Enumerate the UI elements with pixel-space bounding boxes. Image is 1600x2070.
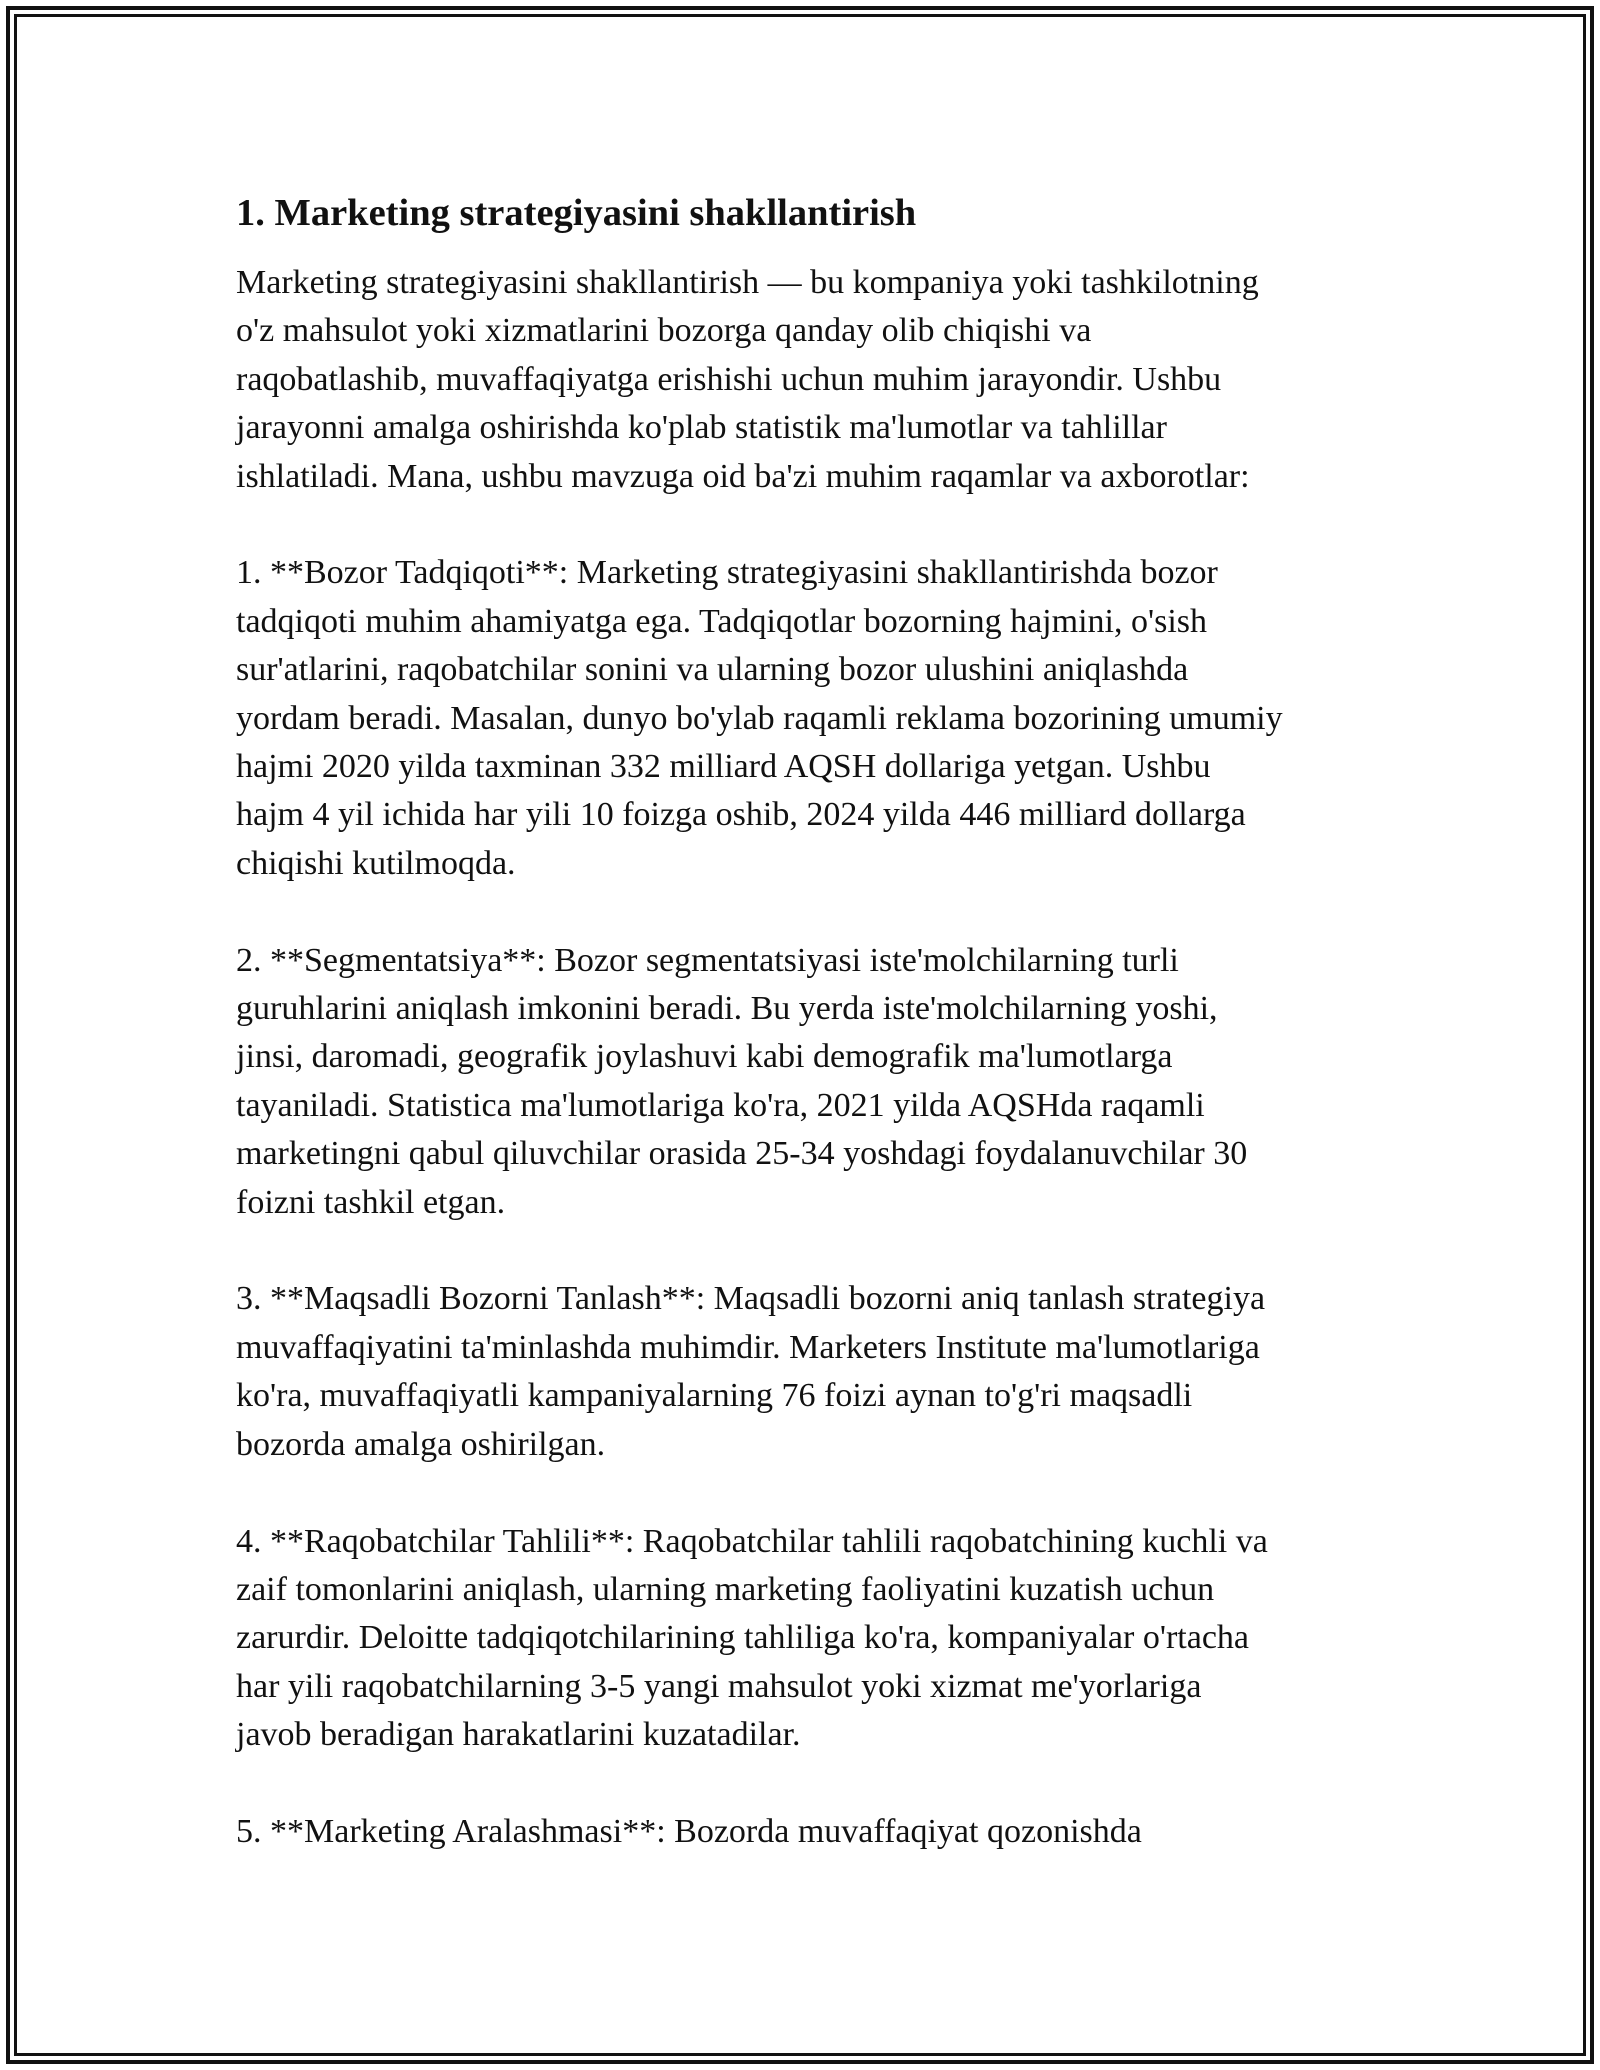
paragraph-spacer — [236, 1227, 1376, 1275]
paragraph-spacer — [236, 1469, 1376, 1517]
list-item-maqsadli-bozor: 3. **Maqsadli Bozorni Tanlash**: Maqsadli bozorni aniq tanlash strategiya muvaffaqiyatini ta'minlashda muhimdir. Marketers Institute ma'lumotlariga ko'ra, muvaffaqiyatli kampaniyalarning 76 foizi aynan to'g'ri maqsadli bozorda amalga oshirilgan. — [236, 1280, 1266, 1463]
document-body — [236, 185, 1376, 1856]
list-item-segmentatsiya: 2. **Segmentatsiya**: Bozor segmentatsiyasi iste'molchilarning turli guruhlarini aniqlash imkonini beradi. Bu yerda iste'molchilarning yoshi, jinsi, daromadi, geografik joylashuvi kabi demografik ma'lumotlarga tayaniladi. Statistica ma'lumotlariga ko'ra, 2021 yilda AQSHda raqamli marketingni qabul qiluvchilar orasida 25-34 yoshdagi foydalanuvchilar 30 foizni tashkil etgan. — [236, 941, 1248, 1221]
paragraph-spacer — [236, 888, 1376, 936]
paragraph-spacer — [236, 501, 1376, 549]
list-item-marketing-aralashmasi: 5. **Marketing Aralashmasi**: Bozorda muvaffaqiyat qozonishda — [236, 1812, 1142, 1850]
list-item-bozor-tadqiqoti: 1. **Bozor Tadqiqoti**: Marketing strategiyasini shakllantirishda bozor tadqiqoti muhim ahamiyatga ega. Tadqiqotlar bozorning hajmini, o'sish sur'atlarini, raqobatchilar sonini va ularning bozor ulushini aniqlashda yordam beradi. Masalan, dunyo bo'ylab raqamli reklama bozorining umumiy hajmi 2020 yilda taxminan 332 milliard AQSH dollariga yetgan. Ushbu hajm 4 yil ichida har yili 10 foizga oshib, 2024 yilda 446 milliard dollarga chiqishi kutilmoqda. — [236, 554, 1283, 882]
paragraph-spacer — [236, 1760, 1376, 1808]
intro-paragraph: Marketing strategiyasini shakllantirish — bu kompaniya yoki tashkilotning o'z mahsulot yoki xizmatlarini bozorga qanday olib chiqishi va raqobatlashib, muvaffaqiyatga erishishi uchun muhim jarayondir. Ushbu jarayonni amalga oshirishda ko'plab statistik ma'lumotlar va tahlillar ishlatiladi. Mana, ushbu mavzuga oid ba'zi muhim raqamlar va axborotlar: — [236, 264, 1259, 495]
list-item-raqobatchilar-tahlili: 4. **Raqobatchilar Tahlili**: Raqobatchilar tahlili raqobatchining kuchli va zaif tomonlarini aniqlash, ularning marketing faoliyatini kuzatish uchun zarurdir. Deloitte tadqiqotchilarining tahliliga ko'ra, kompaniyalar o'rtacha har yili raqobatchilarning 3-5 yangi mahsulot yoki xizmat me'yorlariga javob beradigan harakatlarini kuzatadilar. — [236, 1522, 1268, 1754]
document-title: 1. Marketing strategiyasini shakllantirish — [236, 192, 917, 234]
